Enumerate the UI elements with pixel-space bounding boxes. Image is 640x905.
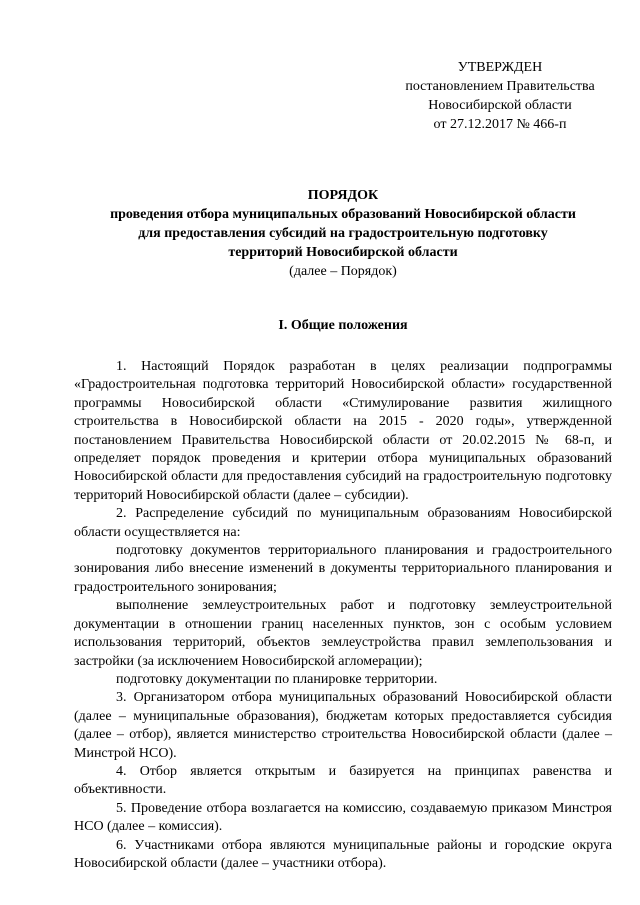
paragraph: выполнение землеустроительных работ и подготовку землеустроительной документации в отношении границ населенных пунктов, зон с особым условием использования территорий, объектов землеустройства правил землепользования и застройки (за исключением Новосибирской агломерации); bbox=[74, 598, 612, 669]
approval-line: от 27.12.2017 № 466-п bbox=[433, 117, 567, 132]
approval-line: постановлением Правительства bbox=[405, 79, 595, 94]
title-line: для предоставления субсидий на градостроительную подготовку bbox=[138, 226, 548, 241]
paragraph: 4. Отбор является открытым и базируется на принципах равенства и объективности. bbox=[74, 763, 612, 798]
paragraph: 6. Участниками отбора являются муниципальные районы и городские округа Новосибирской области (далее – участники отбора). bbox=[74, 837, 612, 871]
paragraph: подготовку документов территориального планирования и градостроительного зонирования либо внесение изменений в документы территориального планирования и градостроительного зонирования; bbox=[74, 543, 612, 595]
paragraph: подготовку документации по планировке территории. bbox=[116, 671, 438, 687]
document-title bbox=[74, 186, 612, 281]
paragraph: 5. Проведение отбора возлагается на комиссию, создаваемую приказом Минстроя НСО (далее – комиссия). bbox=[74, 800, 612, 835]
title-line: территорий Новосибирской области bbox=[228, 245, 458, 260]
title-line: ПОРЯДОК bbox=[307, 188, 379, 203]
title-subline: (далее – Порядок) bbox=[289, 264, 397, 279]
approval-line: Новосибирской области bbox=[428, 98, 572, 113]
title-line: проведения отбора муниципальных образований Новосибирской области bbox=[110, 207, 576, 222]
paragraph: 3. Организатором отбора муниципальных образований Новосибирской области (далее – муниципальные образования), бюджетам которых предоставляется субсидия (далее – отбор), является министерство строительства Новосибирской области (далее – Минстрой НСО). bbox=[74, 690, 612, 761]
approval-stamp bbox=[400, 58, 600, 134]
approval-line: УТВЕРЖДЕН bbox=[457, 60, 543, 75]
paragraph: 1. Настоящий Порядок разработан в целях реализации подпрограммы «Градостроительная подготовка территорий Новосибирской области» государственной программы Новосибирской области «Стимулирование развития жилищного строительства в Новосибирской области на 2015 - 2020 годы», утвержденной постановлением Правительства Новосибирской области от 20.02.2015 № 68-п, и определяет порядок проведения и критерии отбора муниципальных образований Новосибирской области для предоставления субсидий на градостроительную подготовку территорий Новосибирской области (далее – субсидии). bbox=[74, 359, 612, 503]
document-body bbox=[74, 358, 612, 873]
section-heading: I. Общие положения bbox=[278, 318, 408, 333]
paragraph: 2. Распределение субсидий по муниципальным образованиям Новосибирской области осуществляется на: bbox=[74, 506, 612, 540]
